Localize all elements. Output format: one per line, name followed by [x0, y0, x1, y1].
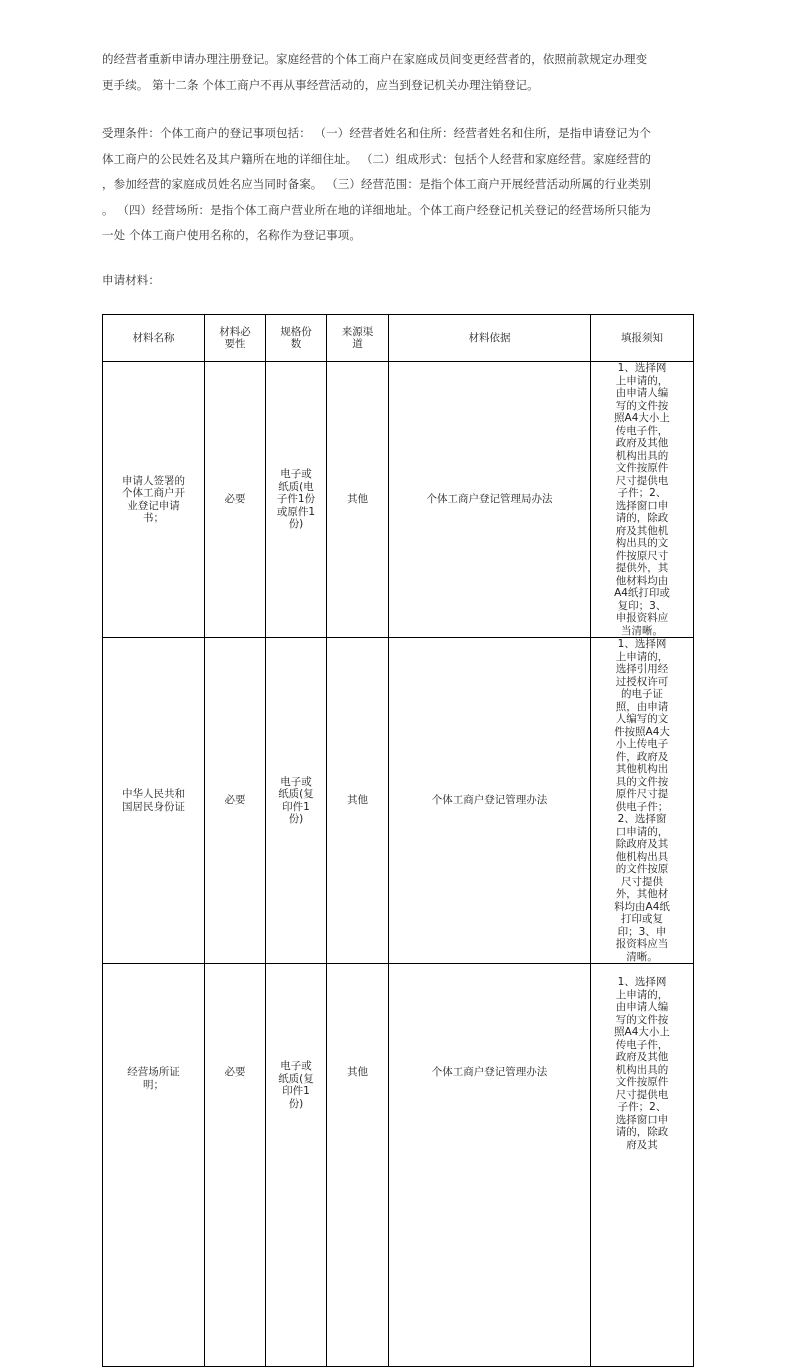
paragraph-materials-heading: [102, 268, 692, 294]
table-row: [103, 362, 694, 638]
header-source-label: 来源渠道: [341, 325, 374, 350]
cell-spec: [266, 362, 327, 638]
header-necessity-label: 材料必要性: [219, 325, 251, 350]
header-basis: 材料依据: [389, 315, 591, 362]
spec-text: 电子或纸质(复印件1份): [278, 775, 314, 825]
table-header-row: [103, 315, 694, 362]
table-row: [103, 964, 694, 1367]
cell-necessity: 必要: [205, 638, 266, 964]
cell-material-name: [103, 362, 205, 638]
text-line: 受理条件：个体工商户的登记事项包括： （一）经营者姓名和住所：经营者姓名和住所，是指申请登记为个: [102, 126, 651, 140]
spec-text: 电子或纸质(复印件1份): [278, 1060, 314, 1110]
paragraph-registration-change: [102, 47, 692, 98]
cell-basis: 个体工商户登记管理办法: [389, 638, 591, 964]
header-notes: 填报须知: [591, 315, 694, 362]
text-line: 。 （四）经营场所：是指个体工商户营业所在地的详细地址。个体工商户经登记机关登记的经营场所只能为: [102, 202, 651, 217]
text-line: ，参加经营的家庭成员姓名应当同时备案。 （三）经营范围：是指个体工商户开展经营活动所属的行业类别: [102, 177, 651, 191]
text-line: 更手续。 第十二条 个体工商户不再从事经营活动的，应当到登记机关办理注销登记。: [102, 77, 539, 92]
paragraph-acceptance-conditions: [102, 121, 692, 249]
text-line: 的经营者重新申请办理注册登记。家庭经营的个体工商户在家庭成员间变更经营者的，依照前款规定办理变: [102, 52, 648, 66]
cell-source: 其他: [327, 362, 389, 638]
cell-spec: [266, 964, 327, 1367]
spec-text: 电子或纸质(电子件1份或原件1份): [276, 468, 316, 531]
cell-source: 其他: [327, 964, 389, 1367]
cell-notes: [591, 362, 694, 638]
notes-text: 1、选择网上申请的，由申请人编写的文件按照A4大小上传电子件，政府及其他机构出具的文件按原件尺寸提供电子件；2、选择窗口申请的，除政府及其他机构出具的文件按原尺寸提供外，其他材料均由A4纸打印或复印；3、申报资料应当清晰。: [614, 362, 670, 637]
header-spec: [266, 315, 327, 362]
cell-spec: [266, 638, 327, 964]
cell-notes: [591, 638, 694, 964]
notes-text: 1、选择网上申请的，由申请人编写的文件按照A4大小上传电子件，政府及其他机构出具的文件按原件尺寸提供电子件；2、选择窗口申请的，除政府及其: [614, 976, 670, 1151]
section-heading: 申请材料：: [102, 273, 160, 287]
cell-necessity: 必要: [205, 362, 266, 638]
cell-material-name: [103, 638, 205, 964]
cell-basis: 个体工商户登记管理办法: [389, 964, 591, 1367]
text-line: 一处 个体工商户使用名称的，名称作为登记事项。: [102, 228, 361, 242]
cell-source: 其他: [327, 638, 389, 964]
cell-notes: [591, 964, 694, 1367]
material-name: 经营场所证明；: [127, 1066, 180, 1091]
cell-basis: 个体工商户登记管理局办法: [389, 362, 591, 638]
header-necessity: [205, 315, 266, 362]
header-spec-label: 规格份数: [280, 325, 312, 350]
header-source: [327, 315, 389, 362]
text-line: 体工商户的公民姓名及其户籍所在地的详细住址。 （二）组成形式：包括个人经营和家庭经营。家庭经营的: [102, 151, 651, 166]
notes-text: 1、选择网上申请的，选择引用经过授权许可的电子证照，由申请人编写的文件按照A4大小上传电子件，政府及其他机构出具的文件按原件尺寸提供电子件；2、选择窗口申请的，除政府及其他机构出具的文件按原尺寸提供外，其他材料均由A4纸打印或复印；3、申报资料应当清晰。: [614, 638, 670, 963]
table-row: [103, 638, 694, 964]
cell-necessity: 必要: [205, 964, 266, 1367]
cell-material-name: [103, 964, 205, 1367]
material-name: 申请人签署的个体工商户开业登记申请书；: [122, 474, 185, 524]
materials-table: [102, 314, 694, 1367]
header-material-name: 材料名称: [103, 315, 205, 362]
material-name: 中华人民共和国居民身份证: [122, 788, 185, 813]
